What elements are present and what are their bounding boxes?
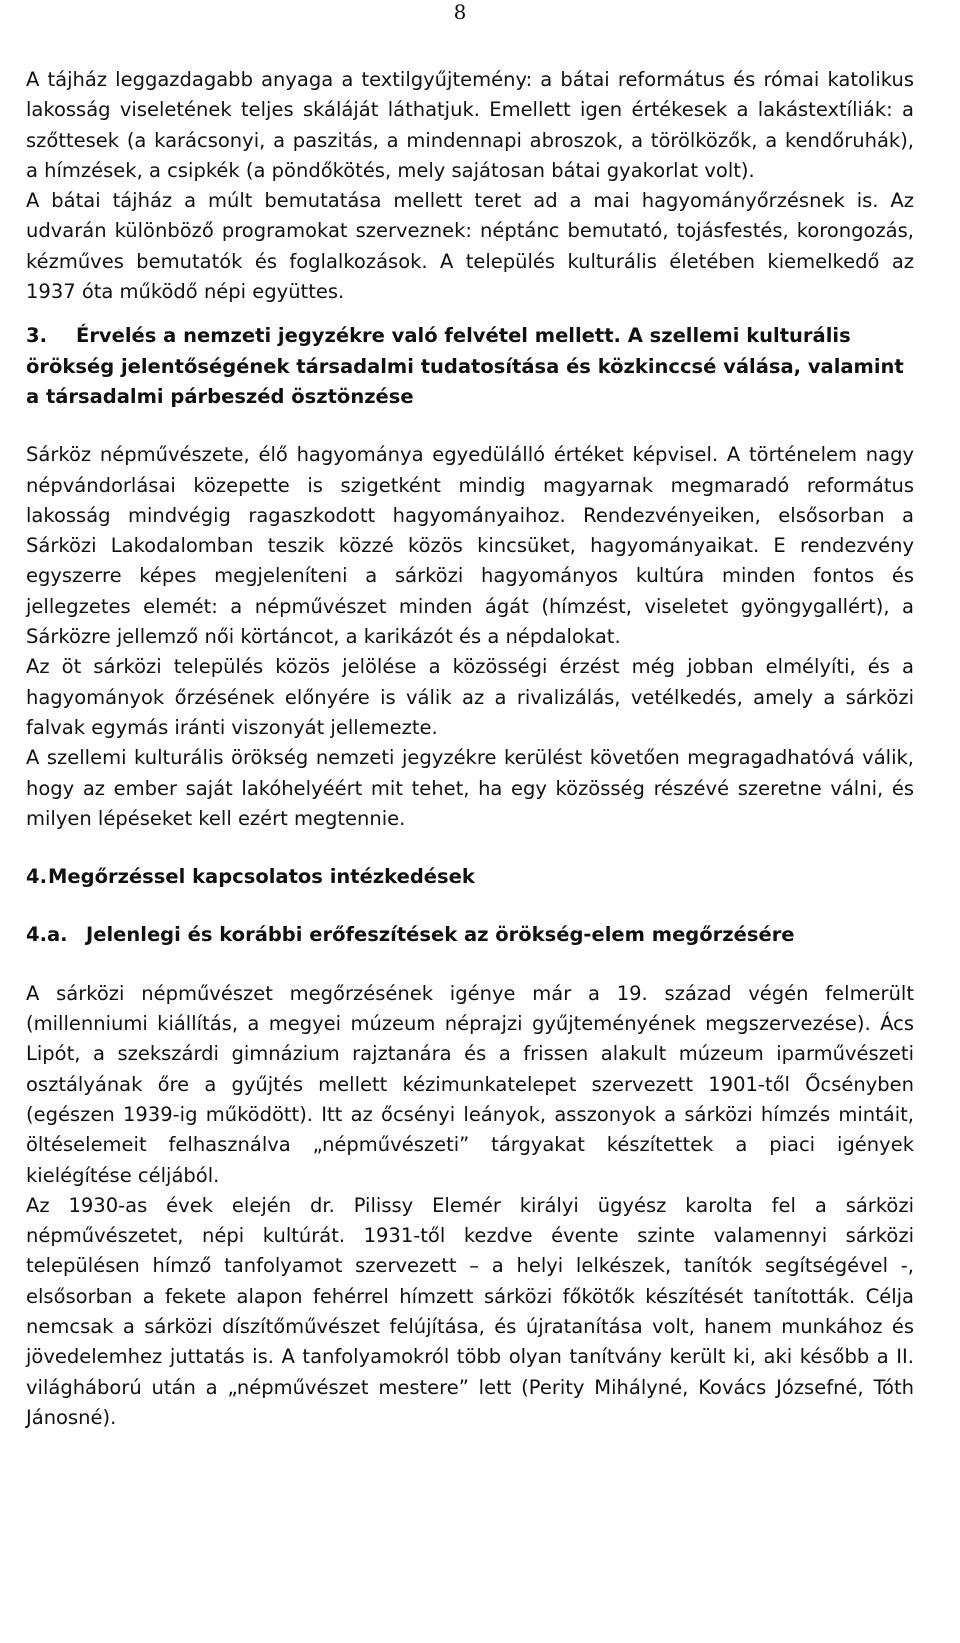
section-4a-number: 4.a. <box>26 923 68 947</box>
document-body <box>26 65 914 1433</box>
paragraph-joint-nomination: Az öt sárközi település közös jelölése a közösségi érzést még jobban elmélyíti, és a hagyományok őrzésének előnyére is válik az a rivalizálás, vetélkedés, amely a sárközi falvak egymás iránti viszonyát jellemezte. <box>26 655 914 739</box>
paragraph-national-registry: A szellemi kulturális örökség nemzeti jegyzékre kerülést követően megragadhatóvá válik, hogy az ember saját lakóhelyéért mit tehet, ha egy közösség részévé szeretne válni, és milyen lépéseket kell ezért megtennie. <box>26 746 914 830</box>
paragraph-sarkoz-folk-art: Sárköz népművészete, élő hagyománya egyedülálló értéket képvisel. A történelem nagy népvándorlásai közepette is szigetként mindig magyarnak megmaradó református lakosság mindvégig ragaszkodott hagyományaihoz. Rendezvényeiken, elsősorban a Sárközi Lakodalomban teszik közzé közös kincsüket, hagyományaikat. E rendezvény egyszerre képes megjeleníteni a sárközi hagyományos kultúra minden fontos és jellegzetes elemét: a népművészet minden ágát (hímzést, viseletet gyöngygallért), a Sárközre jellemző női körtáncot, a karikázót és a népdalokat. <box>26 443 914 649</box>
paragraph-preservation-history: A sárközi népművészet megőrzésének igénye már a 19. század végén felmerült (millenniumi kiállítás, a megyei múzeum néprajzi gyűjteményének megszervezése). Ács Lipót, a szekszárdi gimnázium rajztanára és a frissen alakult múzeum iparművészeti osztályának őre a gyűjtés mellett kézimunkatelepet szervezett 1901-től Őcsényben (egészen 1939-ig működött). Itt az őcsényi leányok, asszonyok a sárközi hímzés mintáit, öltéselemeit felhasználva „népművészeti” tárgyakat készítettek a piaci igények kielégítése céljából. <box>26 981 914 1187</box>
section-4a-heading <box>26 920 914 950</box>
section-4a-title: Jelenlegi és korábbi erőfeszítések az örökség-elem megőrzésére <box>86 923 795 947</box>
page-number: 8 <box>453 0 467 24</box>
section-4-title: Megőrzéssel kapcsolatos intézkedések <box>48 865 475 889</box>
section-3-heading <box>26 321 914 412</box>
section-4-number: 4. <box>26 865 47 889</box>
section-4-heading <box>26 862 914 892</box>
paragraph-textile-collection: A tájház leggazdagabb anyaga a textilgyűjtemény: a bátai református és római katolikus lakosság viseletének teljes skáláját láthatjuk. Emellett igen értékesek a lakástextíliák: a szőttesek (a karácsonyi, a paszitás, a mindennapi abroszok, a törölközők, a kendőruhák), a hímzések, a csipkék (a pöndőkötés, mely sajátosan bátai gyakorlat volt). <box>26 68 914 182</box>
paragraph-pilissy-courses: Az 1930-as évek elején dr. Pilissy Elemér királyi ügyész karolta fel a sárközi népművészetet, népi kultúrát. 1931-től kezdve évente szinte valamennyi sárközi településen hímző tanfolyamot szervezett – a helyi lelkészek, tanítók segítségével -, elsősorban a fekete alapon fehérrel hímzett sárközi főkötők készítését tanították. Célja nemcsak a sárközi díszítőművészet felújítása, és újratanítása volt, hanem munkához és jövedelemhez juttatás is. A tanfolyamokról több olyan tanítvány került ki, aki később a II. világháború után a „népművészet mestere” lett (Perity Mihályné, Kovács Józsefné, Tóth Jánosné). <box>26 1193 914 1429</box>
section-3-title: Érvelés a nemzeti jegyzékre való felvétel mellett. A szellemi kulturális örökség jelentőségének társadalmi tudatosítása és közkinccsé válása, valamint a társadalmi párbeszéd ösztönzése <box>26 324 904 408</box>
paragraph-tajhaz-programs: A bátai tájház a múlt bemutatása mellett teret ad a mai hagyományőrzésnek is. Az udvarán különböző programokat szerveznek: néptánc bemutató, tojásfestés, korongozás, kézműves bemutatók és foglalkozások. A település kulturális életében kiemelkedő az 1937 óta működő népi együttes. <box>26 189 914 304</box>
section-3-number: 3. <box>26 324 47 348</box>
